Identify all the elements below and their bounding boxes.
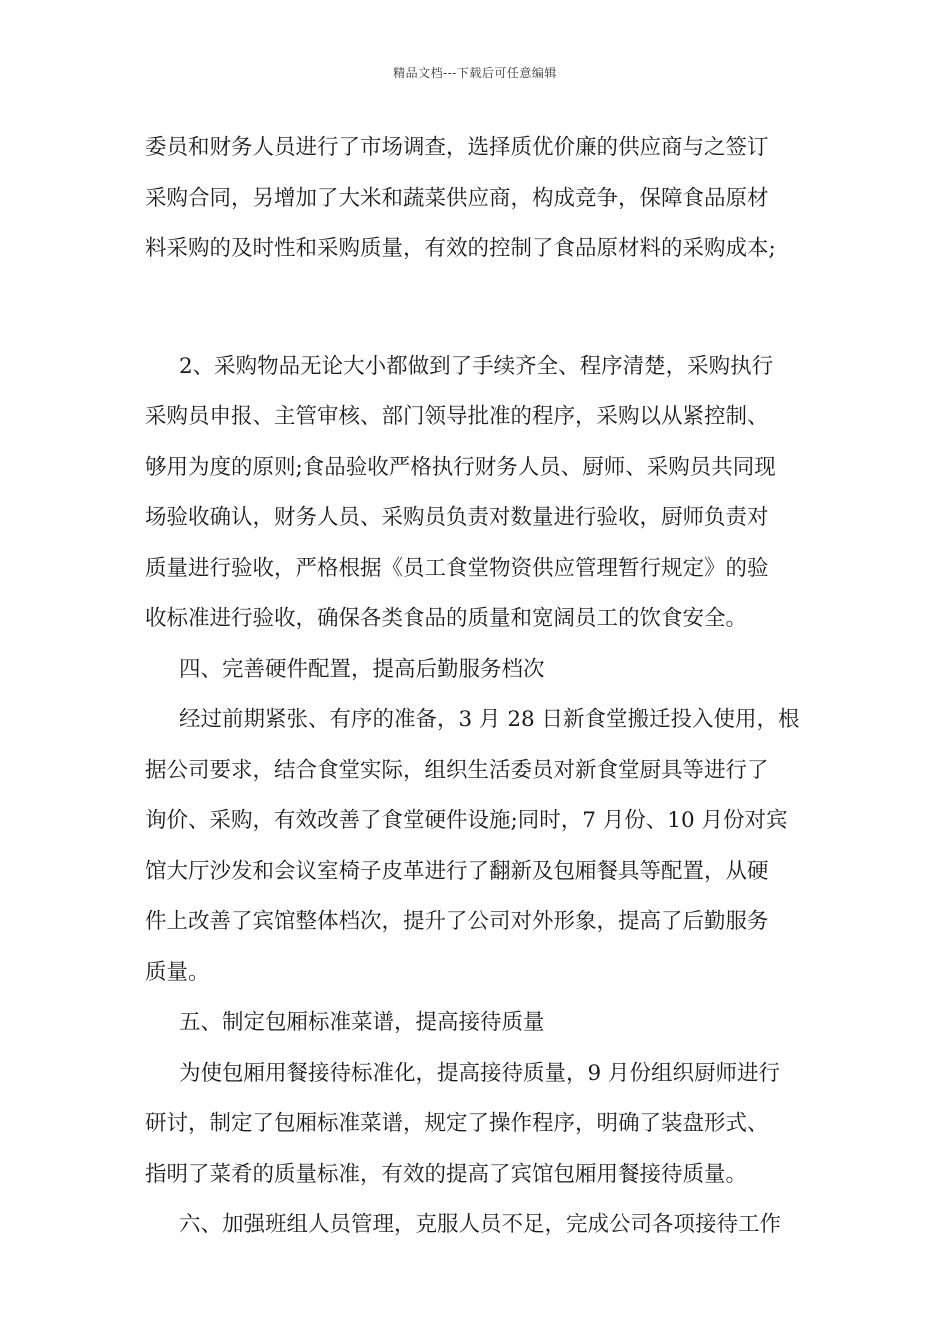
text-line: 指明了菜肴的质量标准，有效的提高了宾馆包厢用餐接待质量。	[145, 1161, 748, 1187]
document-body	[145, 123, 810, 1251]
text-line: 收标准进行验收，确保各类食品的质量和宽阔员工的饮食安全。	[145, 606, 748, 631]
text-line: 委员和财务人员进行了市场调查，选择质优价廉的供应商与之签订	[145, 135, 769, 160]
text-line: 够用为度的原则;食品验收严格执行财务人员、厨师、采购员共同现	[145, 454, 776, 480]
text-line: 质量。	[145, 959, 210, 985]
text-line: 采购合同，另增加了大米和蔬菜供应商，构成竞争，保障食品原材	[145, 185, 769, 211]
text-line: 件上改善了宾馆整体档次，提升了公司对外形象，提高了后勤服务	[145, 909, 769, 934]
page-header: 精品文档---下载后可任意编辑	[393, 66, 557, 80]
paragraph-4	[145, 1049, 810, 1201]
paragraph-2	[145, 342, 810, 645]
text-line: 质量进行验收，严格根据《员工食堂物资供应管理暂行规定》的验	[145, 555, 769, 581]
text-line: 2、采购物品无论大小都做到了手续齐全、程序清楚，采购执行	[179, 353, 774, 379]
section-heading-6: 六、加强班组人员管理，克服人员不足，完成公司各项接待工作	[179, 1212, 782, 1237]
text-line: 料采购的及时性和采购质量，有效的控制了食品原材料的采购成本;	[145, 236, 776, 261]
section-heading-5: 五、制定包厢标准菜谱，提高接待质量	[179, 1010, 545, 1035]
text-line: 场验收确认，财务人员、采购员负责对数量进行验收，厨师负责对	[145, 505, 769, 530]
paragraph-gap	[145, 275, 810, 342]
text-line: 询价、采购，有效改善了食堂硬件设施;同时，7 月份、10 月份对宾	[145, 808, 788, 833]
section-heading-4: 四、完善硬件配置，提高后勤服务档次	[179, 656, 545, 682]
text-line: 经过前期紧张、有序的准备，3 月 28 日新食堂搬迁投入使用，根	[179, 707, 800, 732]
paragraph-3	[145, 695, 810, 998]
text-line: 采购员申报、主管审核、部门领导批准的程序，采购以从紧控制、	[145, 404, 769, 429]
text-line: 据公司要求，结合食堂实际，组织生活委员对新食堂厨具等进行了	[145, 757, 769, 783]
text-line: 馆大厅沙发和会议室椅子皮革进行了翻新及包厢餐具等配置，从硬	[145, 858, 769, 884]
text-line: 研讨，制定了包厢标准菜谱，规定了操作程序，明确了装盘形式、	[145, 1111, 769, 1136]
paragraph-1	[145, 123, 810, 275]
text-line: 为使包厢用餐接待标准化，提高接待质量，9 月份组织厨师进行	[179, 1060, 781, 1086]
